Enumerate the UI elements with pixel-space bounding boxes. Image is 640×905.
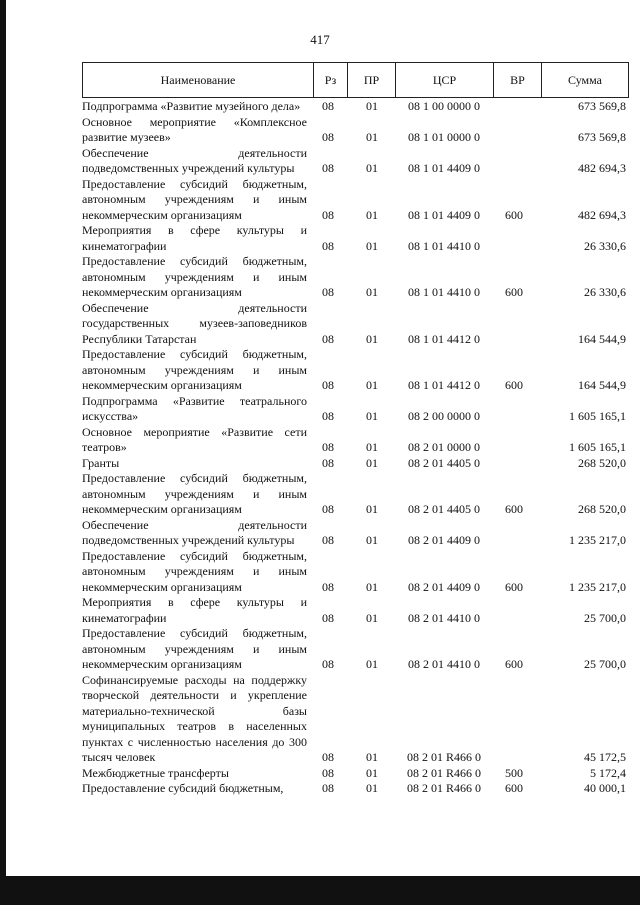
scan-edge-left [0,0,6,905]
row-pr: 01 [366,750,378,764]
row-rz: 08 [322,455,334,470]
row-csr: 08 2 01 4405 0 [408,502,480,516]
row-csr: 08 2 01 4410 0 [408,610,480,625]
row-name: Софинансируемые расходы на поддержку творческой деятельности и укрепление материально-технической базы муниципальных театров в населенных пунктах с численностью населения до 300 тысяч человек [82,672,307,764]
row-csr: 08 2 01 4409 0 [408,533,480,547]
row-sum: 482 694,3 [578,207,626,222]
row-rz: 08 [322,285,334,299]
table-row [82,471,629,518]
row-vr: 600 [505,657,523,671]
row-name: Предоставление субсидий бюджетным, автономным учреждениям и иным некоммерческим организациям [82,254,307,299]
table-row [82,673,629,766]
header-csr: ЦСР [395,63,493,97]
row-pr: 01 [366,207,378,222]
row-sum: 268 520,0 [578,502,626,516]
row-pr: 01 [366,130,378,144]
table-row [82,301,629,348]
row-sum: 5 172,4 [590,765,626,780]
table-row [82,254,629,301]
row-vr: 600 [505,207,523,222]
header-pr: ПР [347,63,395,97]
row-rz: 08 [322,440,334,454]
table-header [82,62,629,98]
row-name: Обеспечение деятельности подведомственных учреждений культуры [82,517,307,547]
row-pr: 01 [366,765,378,780]
row-rz: 08 [322,161,334,175]
row-sum: 164 544,9 [578,378,626,392]
row-vr: 600 [505,502,523,516]
row-name: Межбюджетные трансферты [82,765,229,780]
row-sum: 25 700,0 [584,657,626,671]
table-row [82,595,629,626]
row-vr: 600 [505,378,523,392]
row-sum: 25 700,0 [584,610,626,625]
header-name: Наименование [160,72,236,87]
row-csr: 08 2 00 0000 0 [408,409,480,423]
row-name: Обеспечение деятельности подведомственных учреждений культуры [82,145,307,175]
table-row [82,626,629,673]
table-row [82,781,629,797]
table-row [82,177,629,224]
scan-edge-bottom [0,876,640,905]
table-row [82,223,629,254]
table-row [82,518,629,549]
row-csr: 08 2 01 R466 0 [406,781,481,795]
row-name: Основное мероприятие «Комплексное развитие музеев» [82,114,307,144]
row-csr: 08 2 01 R466 0 [406,765,481,780]
row-csr: 08 1 01 4410 0 [408,238,480,253]
header-rz: Рз [313,63,347,97]
row-pr: 01 [366,657,378,671]
table-row [82,347,629,394]
table-row [82,394,629,425]
row-name: Предоставление субсидий бюджетным, автономным учреждениям и иным некоммерческим организациям [82,471,307,516]
table-row [82,99,629,115]
row-rz: 08 [322,130,334,144]
row-name: Обеспечение деятельности государственных музеев-заповедников Республики Татарстан [82,300,307,346]
row-csr: 08 2 01 0000 0 [408,440,480,454]
row-vr: 600 [505,285,523,299]
table-row [82,766,629,782]
row-sum: 1 605 165,1 [569,409,626,423]
row-sum: 482 694,3 [578,161,626,175]
row-pr: 01 [366,378,378,392]
row-rz: 08 [322,378,334,392]
row-rz: 08 [322,610,334,625]
row-vr: 500 [505,765,523,780]
row-pr: 01 [366,285,378,299]
row-name: Предоставление субсидий бюджетным, [82,781,284,795]
row-rz: 08 [322,409,334,423]
row-csr: 08 1 01 4409 0 [408,161,480,175]
row-csr: 08 2 01 4410 0 [408,657,480,671]
row-name: Предоставление субсидий бюджетным, автономным учреждениям и иным некоммерческим организациям [82,548,307,594]
row-rz: 08 [322,533,334,547]
row-rz: 08 [322,99,334,113]
row-pr: 01 [366,238,378,253]
row-csr: 08 2 01 4409 0 [408,579,480,594]
row-pr: 01 [366,161,378,175]
row-name: Предоставление субсидий бюджетным, автономным учреждениям и иным некоммерческим организациям [82,347,307,392]
table-row [82,456,629,472]
row-pr: 01 [366,99,378,113]
row-sum: 40 000,1 [584,781,626,795]
table-row [82,146,629,177]
header-vr: ВР [493,63,541,97]
row-pr: 01 [366,331,378,346]
row-csr: 08 1 00 0000 0 [408,99,480,113]
row-name: Основное мероприятие «Развитие сети театров» [82,424,307,454]
row-rz: 08 [322,750,334,764]
row-name: Мероприятия в сфере культуры и кинематографии [82,223,307,253]
row-name: Подпрограмма «Развитие театрального искусства» [82,393,307,423]
row-pr: 01 [366,440,378,454]
row-name: Предоставление субсидий бюджетным, автономным учреждениям и иным некоммерческим организациям [82,626,307,671]
table-row [82,549,629,596]
row-name: Подпрограмма «Развитие музейного дела» [82,99,301,113]
table-row [82,425,629,456]
row-sum: 1 235 217,0 [569,579,626,594]
row-csr: 08 1 01 4409 0 [408,207,480,222]
row-sum: 26 330,6 [584,238,626,253]
row-csr: 08 1 01 4410 0 [408,285,480,299]
table-body [82,99,629,797]
row-rz: 08 [322,207,334,222]
row-rz: 08 [322,238,334,253]
row-sum: 268 520,0 [578,455,626,470]
row-pr: 01 [366,455,378,470]
row-pr: 01 [366,610,378,625]
row-csr: 08 1 01 4412 0 [408,378,480,392]
row-pr: 01 [366,579,378,594]
row-csr: 08 1 01 4412 0 [408,331,480,346]
row-name: Предоставление субсидий бюджетным, автономным учреждениям и иным некоммерческим организациям [82,176,307,222]
row-name: Мероприятия в сфере культуры и кинематографии [82,595,307,625]
row-sum: 164 544,9 [578,331,626,346]
row-sum: 45 172,5 [584,750,626,764]
row-rz: 08 [322,331,334,346]
row-pr: 01 [366,502,378,516]
table-row [82,115,629,146]
row-vr: 600 [505,781,523,795]
row-pr: 01 [366,533,378,547]
row-rz: 08 [322,579,334,594]
row-rz: 08 [322,657,334,671]
row-pr: 01 [366,409,378,423]
row-sum: 26 330,6 [584,285,626,299]
row-csr: 08 2 01 R466 0 [406,750,481,764]
row-pr: 01 [366,781,378,795]
page-number: 417 [310,32,330,47]
row-csr: 08 1 01 0000 0 [408,130,480,144]
row-csr: 08 2 01 4405 0 [408,455,480,470]
row-vr: 600 [505,579,523,594]
row-sum: 673 569,8 [578,99,626,113]
row-sum: 1 235 217,0 [569,533,626,547]
row-sum: 1 605 165,1 [569,440,626,454]
row-rz: 08 [322,765,334,780]
row-name: Гранты [82,455,120,470]
row-sum: 673 569,8 [578,130,626,144]
header-sum: Сумма [541,63,628,97]
row-rz: 08 [322,502,334,516]
row-rz: 08 [322,781,334,795]
